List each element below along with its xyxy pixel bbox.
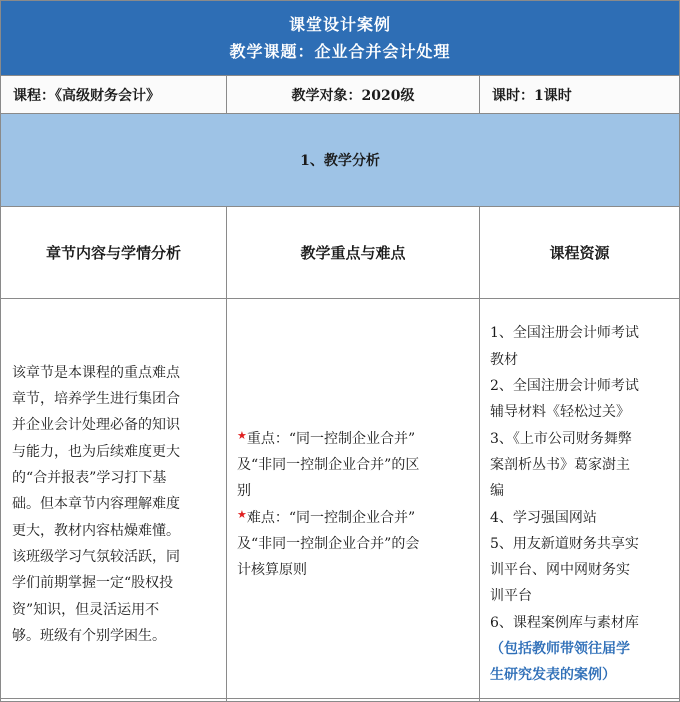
analysis-line: 并企业会计处理必备的知识 [12,417,180,434]
resource-line: 训平台、网中网财务实 [490,562,630,579]
analysis-line: 够。班级有个别学困生。 [12,627,166,644]
keypoints-cell [227,299,480,702]
resource-line: 3、《上市公司财务舞弊 [490,430,632,447]
analysis-line: 与能力，也为后续难度更大 [12,443,180,460]
resource-line: 5、用友新道财务共享实 [490,535,639,552]
resource-line: 辅导材料《轻松过关》 [490,404,630,421]
course-name: 课程：《高级财务会计》 [1,76,227,114]
resources-cell [480,299,680,702]
analysis-line: 更大，教材内容枯燥难懂。 [12,522,180,539]
analysis-line: 的“合并报表”学习打下基 [12,470,167,487]
column-header-resources: 课程资源 [480,207,680,299]
resource-line: 2、全国注册会计师考试 [490,378,639,395]
title-banner [1,1,680,76]
difficulty-line: ★难点：“同一控制企业合并” [237,507,416,526]
star-icon: ★ [237,507,247,521]
target-audience: 教学对象：2020级 [227,76,480,114]
analysis-line: 学们前期掌握一定“股权投 [12,575,174,592]
difficulty-line: 及“非同一控制企业合并”的会 [237,535,420,552]
column-header-analysis: 章节内容与学情分析 [1,207,227,299]
resource-line: 训平台 [490,588,532,605]
analysis-line: 该班级学习气氛较活跃，同 [12,548,180,565]
resource-line: 编 [490,483,504,500]
analysis-line: 章节，培养学生进行集团合 [12,391,180,408]
analysis-cell [1,299,227,702]
class-hours: 课时：1课时 [480,76,680,114]
resource-line: 1、全国注册会计师考试 [490,325,639,342]
resource-line: 6、课程案例库与素材库 [490,614,639,631]
resource-note: （包括教师带领往届学 [490,640,630,657]
table-bottom-border [0,698,679,702]
analysis-line: 础。但本章节内容理解难度 [12,496,180,513]
column-header-keypoints: 教学重点与难点 [227,207,480,299]
star-icon: ★ [237,428,247,442]
difficulty-line: 计核算原则 [237,562,307,579]
resource-line: 4、学习强国网站 [490,509,597,526]
section-heading: 1、教学分析 [1,114,680,207]
key-point-line: ★重点：“同一控制企业合并” [237,428,416,447]
document-title: 课堂设计案例 [289,15,392,34]
resource-line: 教材 [490,351,518,368]
resource-note: 生研究发表的案例） [490,667,616,684]
analysis-line: 该章节是本课程的重点难点 [12,364,180,381]
resource-line: 案剖析丛书》葛家澍主 [490,456,630,473]
analysis-line: 资”知识，但灵活运用不 [12,601,160,618]
lesson-topic: 教学课题：企业合并会计处理 [229,42,451,61]
key-point-line: 别 [237,483,251,500]
key-point-line: 及“非同一控制企业合并”的区 [237,456,420,473]
